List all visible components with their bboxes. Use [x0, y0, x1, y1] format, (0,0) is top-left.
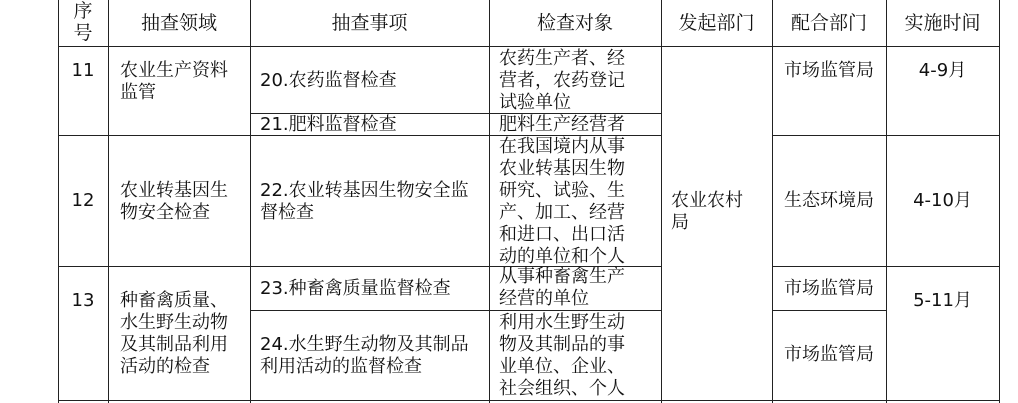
- target-cell: 肥料生产经营者: [499, 114, 625, 135]
- item-cell: 20.农药监督检查: [260, 70, 397, 91]
- grid-line: [58, 400, 1000, 401]
- header-no: 序 号: [73, 0, 93, 44]
- item-cell: 22.农业转基因生物安全监 督检查: [260, 180, 469, 223]
- time-cell: 5-11月: [913, 290, 972, 311]
- grid-line: [772, 266, 1000, 267]
- row-number: 13: [71, 290, 95, 311]
- grid-line: [250, 310, 662, 311]
- item-cell: 24.水生野生动物及其制品 利用活动的监督检查: [260, 334, 469, 377]
- header-item: 抽查事项: [331, 12, 408, 34]
- target-cell: 在我国境内从事 农业转基因生物 研究、试验、生 产、加工、经营 和进口、出口活 动的单位和个人: [499, 136, 625, 267]
- item-cell: 23.种畜禽质量监督检查: [260, 278, 451, 299]
- field-cell: 种畜禽质量、 水生野生动物 及其制品利用 活动的检查: [120, 290, 228, 377]
- header-time: 实施时间: [904, 12, 981, 34]
- grid-line: [772, 135, 1000, 136]
- field-cell: 农业转基因生 物安全检查: [120, 180, 228, 223]
- row-number: 12: [71, 190, 95, 211]
- header-target: 检查对象: [536, 12, 613, 34]
- coop-cell: 市场监管局: [784, 344, 874, 365]
- time-cell: 4-9月: [918, 60, 967, 81]
- target-cell: 农药生产者、经 营者，农药登记 试验单位: [499, 48, 625, 113]
- header-dept: 发起部门: [678, 12, 755, 34]
- grid-line: [999, 0, 1000, 403]
- coop-cell: 市场监管局: [784, 60, 874, 81]
- header-field: 抽查领域: [140, 12, 217, 34]
- grid-line: [661, 0, 662, 403]
- target-cell: 从事种畜禽生产 经营的单位: [499, 266, 625, 309]
- grid-line: [108, 0, 109, 403]
- time-cell: 4-10月: [913, 190, 972, 211]
- dept-cell: 农业农村 局: [671, 190, 743, 233]
- field-cell: 农业生产资料 监管: [120, 60, 228, 103]
- grid-line: [489, 0, 490, 403]
- grid-line: [58, 46, 1000, 47]
- row-number: 11: [71, 60, 95, 81]
- target-cell: 利用水生野生动 物及其制品的事 业单位、企业、 社会组织、个人: [499, 312, 625, 399]
- grid-line: [250, 0, 251, 403]
- coop-cell: 生态环境局: [784, 190, 874, 211]
- item-cell: 21.肥料监督检查: [260, 114, 397, 135]
- grid-line: [772, 310, 887, 311]
- header-coop: 配合部门: [790, 12, 867, 34]
- coop-cell: 市场监管局: [784, 278, 874, 299]
